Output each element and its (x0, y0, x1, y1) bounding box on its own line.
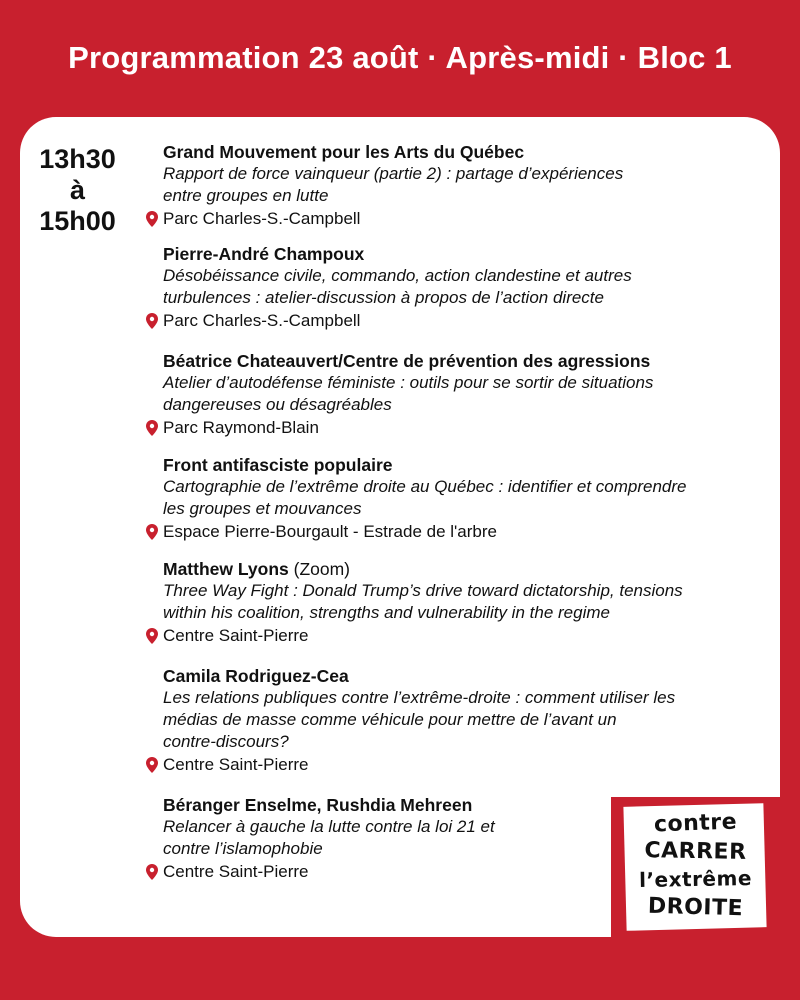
session-6 (163, 665, 773, 776)
session-2 (163, 243, 773, 332)
time-slot (20, 144, 135, 237)
logo-line: l’extrême (638, 866, 753, 892)
speaker-name: Béranger Enselme, Rushdia Mehreen (163, 795, 473, 815)
speaker-note: (Zoom) (293, 559, 351, 579)
time-start: 13h30 (39, 144, 116, 174)
page-title: Programmation 23 août · Après-midi · Bloc 1 (68, 40, 732, 75)
title-line: within his coalition, strengths and vulnerability in the regime (163, 603, 610, 622)
title-line: entre groupes en lutte (163, 186, 329, 205)
location-pin-icon (145, 420, 159, 436)
session-location (163, 310, 773, 332)
title-line: Désobéissance civile, commando, action clandestine et autres (163, 266, 632, 285)
logo-line: contre (653, 809, 738, 838)
session-location (163, 521, 773, 543)
contrecarrer-logo (611, 797, 780, 937)
location-pin-icon (145, 211, 159, 227)
location-pin-icon (145, 313, 159, 329)
location-label: Centre Saint-Pierre (163, 755, 309, 774)
title-line: contre-discours? (163, 732, 289, 751)
title-line: turbulences : atelier-discussion à propos de l’action directe (163, 288, 604, 307)
speaker-name: Front antifasciste populaire (163, 455, 393, 475)
session-location (163, 625, 773, 647)
location-label: Parc Charles-S.-Campbell (163, 311, 361, 330)
title-line: Cartographie de l’extrême droite au Québec : identifier et comprendre (163, 477, 687, 496)
speaker-name: Camila Rodriguez-Cea (163, 666, 349, 686)
location-label: Centre Saint-Pierre (163, 626, 309, 645)
title-line: Relancer à gauche la lutte contre la loi 21 et (163, 817, 495, 836)
speaker-name: Pierre-André Champoux (163, 244, 365, 264)
title-line: Atelier d’autodéfense féministe : outils pour se sortir de situations (163, 373, 654, 392)
title-line: contre l’islamophobie (163, 839, 323, 858)
logo-line: CARRER (644, 838, 747, 865)
session-location (163, 754, 773, 776)
title-line: Three Way Fight : Donald Trump’s drive toward dictatorship, tensions (163, 581, 683, 600)
location-label: Parc Charles-S.-Campbell (163, 209, 361, 228)
location-label: Centre Saint-Pierre (163, 862, 309, 881)
logo-line: DROITE (647, 893, 744, 922)
session-title (163, 163, 773, 207)
session-title (163, 372, 773, 416)
title-line: les groupes et mouvances (163, 499, 362, 518)
speaker-name: Grand Mouvement pour les Arts du Québec (163, 142, 525, 162)
time-end: 15h00 (39, 206, 116, 236)
session-3 (163, 350, 773, 439)
speaker-name: Béatrice Chateauvert/Centre de prévention des agressions (163, 351, 651, 371)
location-label: Espace Pierre-Bourgault - Estrade de l'arbre (163, 522, 497, 541)
location-label: Parc Raymond-Blain (163, 418, 319, 437)
session-4 (163, 454, 773, 543)
location-pin-icon (145, 628, 159, 644)
location-pin-icon (145, 524, 159, 540)
session-1 (163, 141, 773, 230)
session-7 (163, 794, 603, 883)
title-line: médias de masse comme véhicule pour mettre de l’avant un (163, 710, 617, 729)
title-line: Les relations publiques contre l’extrême-droite : comment utiliser les (163, 688, 676, 707)
speaker-name-text: Matthew Lyons (163, 559, 289, 579)
speaker-name (163, 558, 773, 580)
session-title (163, 816, 603, 860)
time-separator: à (69, 175, 86, 205)
location-pin-icon (145, 757, 159, 773)
session-title (163, 687, 773, 753)
location-pin-icon (145, 864, 159, 880)
session-location (163, 417, 773, 439)
session-title (163, 476, 773, 520)
title-line: dangereuses ou désagréables (163, 395, 392, 414)
title-line: Rapport de force vainqueur (partie 2) : partage d’expériences (163, 164, 624, 183)
session-title (163, 265, 773, 309)
session-location (163, 861, 603, 883)
session-location (163, 208, 773, 230)
session-5 (163, 558, 773, 647)
session-title (163, 580, 773, 624)
